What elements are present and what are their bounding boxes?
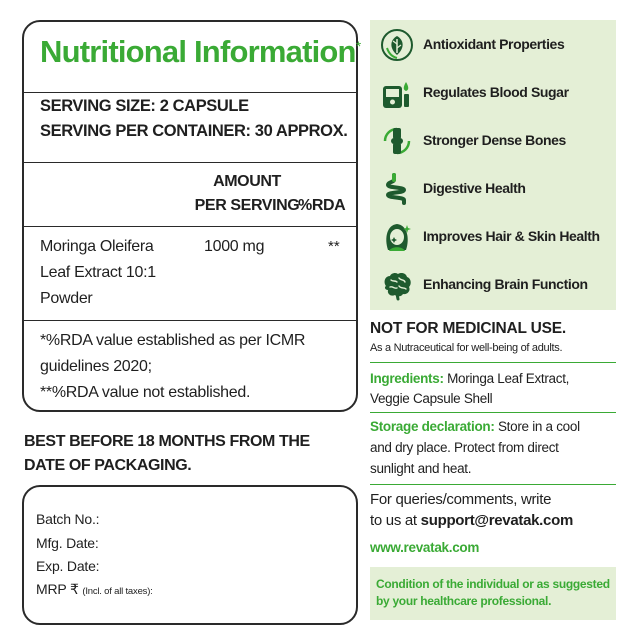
intestine-icon [380,172,414,206]
benefit-label: Antioxidant Properties [423,36,565,52]
benefit-item [370,118,616,166]
nutraceutical-note: As a Nutraceutical for well-being of adults. [370,342,563,354]
face-hair-icon [380,220,414,254]
benefit-item [370,166,616,214]
benefit-item [370,262,616,310]
condition-note: Condition of the individual or as suggested by your healthcare professional. [370,567,616,620]
serving-info: SERVING SIZE: 2 CAPSULE SERVING PER CONTAINER: 30 APPROX. [40,97,348,140]
exp-date-field: Exp. Date: [36,558,100,574]
divider [24,320,356,321]
batch-box [22,485,358,625]
amount-header: AMOUNT PER SERVING [194,173,300,214]
divider [24,92,356,93]
website-link[interactable]: www.revatak.com [370,540,480,555]
nutrition-panel [22,20,361,412]
queries-text: For queries/comments, write to us at support@revatak.com [370,491,573,529]
ingredients-text: Ingredients: Moringa Leaf Extract, Veggie Capsule Shell [370,371,570,406]
divider [370,412,616,413]
batch-no-field: Batch No.: [36,511,100,527]
brain-icon [380,268,414,302]
benefit-item [370,214,616,262]
not-medicinal-heading: NOT FOR MEDICINAL USE. [370,320,566,337]
best-before: BEST BEFORE 18 MONTHS FROM THE DATE OF PACKAGING. [24,433,310,474]
divider [370,484,616,485]
storage-text: Storage declaration: Store in a cool and dry place. Protect from direct sunlight and heat. [370,419,580,476]
nutrition-title: Nutritional Information* [40,34,361,69]
benefit-label: Stronger Dense Bones [423,132,566,148]
bone-joint-icon [380,124,414,158]
divider [370,362,616,363]
benefit-label: Enhancing Brain Function [423,276,588,292]
benefit-label: Regulates Blood Sugar [423,84,569,100]
support-email[interactable]: support@revatak.com [420,512,573,529]
benefit-label: Digestive Health [423,180,526,196]
mrp-field: MRP ₹ (Incl. of all taxes): [36,581,153,597]
ingredient-name: Moringa Oleifera Leaf Extract 10:1 Powder [40,238,156,307]
leaf-shield-icon [380,28,414,62]
ingredient-rda: ** [328,238,340,255]
divider [24,162,356,163]
benefit-label: Improves Hair & Skin Health [423,228,600,244]
benefits-panel [370,20,616,310]
glucose-meter-icon [380,76,414,110]
rda-header: %RDA [298,197,346,214]
mfg-date-field: Mfg. Date: [36,535,99,551]
benefit-item [370,22,616,70]
divider [24,226,356,227]
rda-footnote: *%RDA value established as per ICMR guidelines 2020; **%RDA value not established. [40,332,306,401]
benefit-item [370,70,616,118]
ingredient-amount: 1000 mg [204,238,265,255]
